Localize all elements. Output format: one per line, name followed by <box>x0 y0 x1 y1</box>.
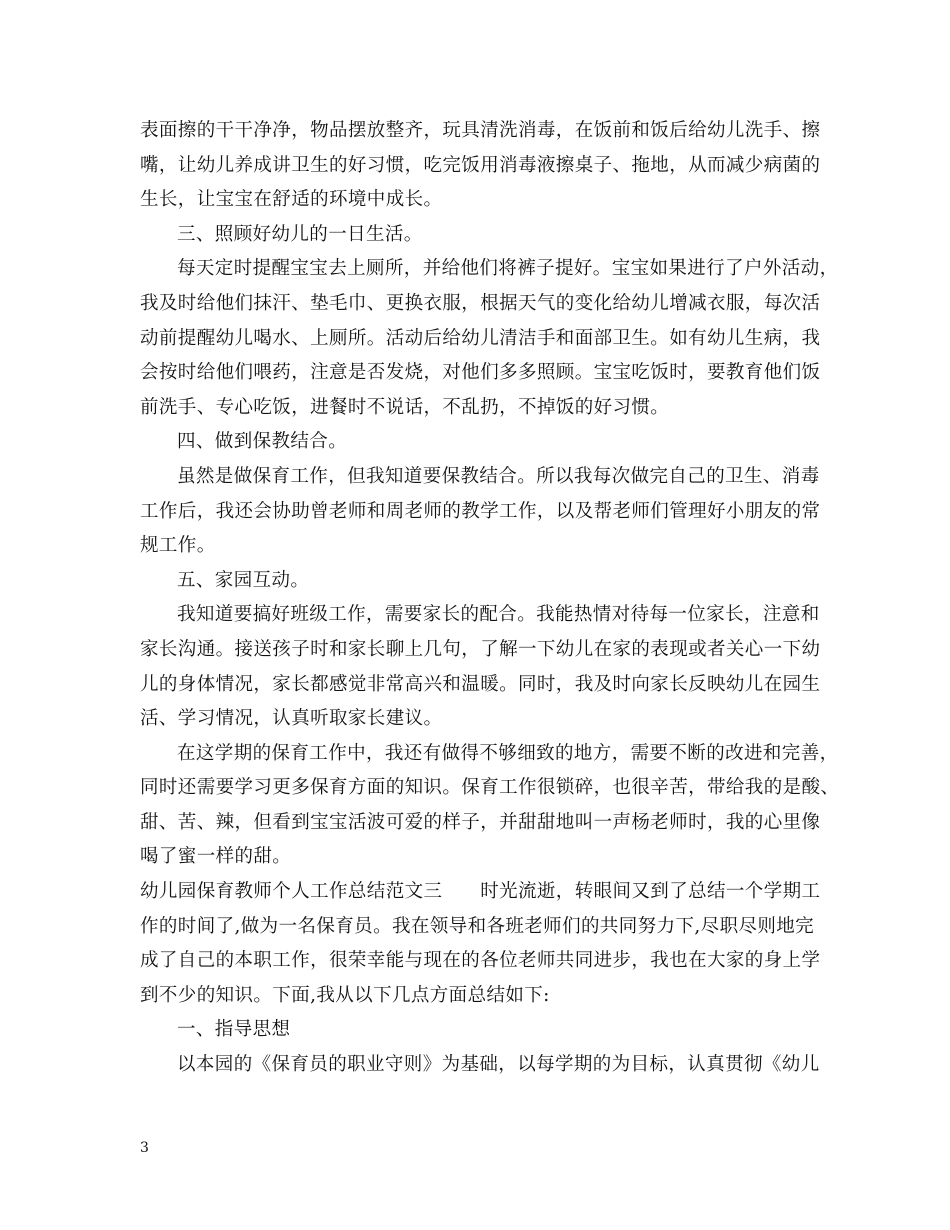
text-line: 会按时给他们喂药，注意是否发烧，对他们多多照顾。宝宝吃饭时，要教育他们饭 <box>140 362 821 384</box>
text-line: 前洗手、专心吃饭，进餐时不说话，不乱扔，不掉饭的好习惯。 <box>140 396 670 418</box>
text-line: 喝了蜜一样的甜。 <box>140 846 292 868</box>
page-number: 3 <box>140 1140 149 1156</box>
text-line: 甜、苦、辣，但看到宝宝活波可爱的样子，并甜甜地叫一声杨老师时，我的心里像 <box>140 811 821 833</box>
document-title-line: 幼儿园保育教师个人工作总结范文三 时光流逝，转眼间又到了总结一个学期工 <box>140 881 821 903</box>
text-line: 在这学期的保育工作中，我还有做得不够细致的地方，需要不断的改进和完善， <box>177 742 839 764</box>
section-heading: 一、指导思想 <box>177 1019 291 1041</box>
text-line: 我知道要搞好班级工作，需要家长的配合。我能热情对待每一位家长，注意和 <box>177 604 820 626</box>
body-text <box>140 114 840 1083</box>
text-line: 生长，让宝宝在舒适的环境中成长。 <box>140 189 443 211</box>
text-line: 表面擦的干干净净，物品摆放整齐，玩具清洗消毒，在饭前和饭后给幼儿洗手、擦 <box>140 120 821 141</box>
text-line: 作的时间了,做为一名保育员。我在领导和各班老师们的共同努力下,尽职尽则地完 <box>140 915 815 937</box>
text-line: 我及时给他们抹汗、垫毛巾、更换衣服，根据天气的变化给幼儿增减衣服，每次活 <box>140 292 821 314</box>
text-line: 规工作。 <box>140 535 216 557</box>
section-heading: 三、照顾好幼儿的一日生活。 <box>177 223 423 245</box>
text-line: 成了自己的本职工作，很荣幸能与现在的各位老师共同进步，我也在大家的身上学 <box>140 950 821 972</box>
text-line: 以本园的《保育员的职业守则》为基础，以每学期的为目标，认真贯彻《幼儿 <box>177 1054 820 1076</box>
text-line: 活、学习情况，认真听取家长建议。 <box>140 708 443 730</box>
section-heading: 四、做到保教结合。 <box>177 431 348 453</box>
text-line: 儿的身体情况，家长都感觉非常高兴和温暖。同时，我及时向家长反映幼儿在园生 <box>140 673 821 695</box>
text-line: 嘴，让幼儿养成讲卫生的好习惯，吃完饭用消毒液擦桌子、拖地，从而减少病菌的 <box>140 154 821 176</box>
section-heading: 五、家园互动。 <box>177 569 310 591</box>
text-line: 到不少的知识。下面,我从以下几点方面总结如下: <box>140 984 550 1006</box>
text-line: 同时还需要学习更多保育方面的知识。保育工作很锁碎，也很辛苦，带给我的是酸、 <box>140 777 840 799</box>
text-line: 工作后，我还会协助曾老师和周老师的教学工作，以及帮老师们管理好小朋友的常 <box>140 500 821 522</box>
text-line: 家长沟通。接送孩子时和家长聊上几句，了解一下幼儿在家的表现或者关心一下幼 <box>140 638 821 660</box>
text-line: 动前提醒幼儿喝水、上厕所。活动后给幼儿清洁手和面部卫生。如有幼儿生病，我 <box>140 327 821 349</box>
text-line: 每天定时提醒宝宝去上厕所，并给他们将裤子提好。宝宝如果进行了户外活动， <box>177 258 839 280</box>
text-line: 虽然是做保育工作，但我知道要保教结合。所以我每次做完自己的卫生、消毒 <box>177 465 820 487</box>
